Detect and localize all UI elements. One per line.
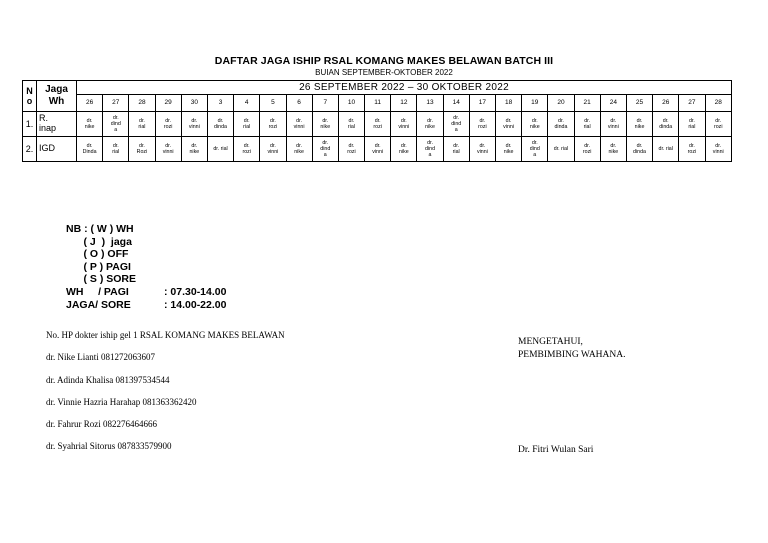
table-cell: dr. dinda (653, 112, 679, 137)
approval-block (518, 336, 626, 362)
table-cell: dr. rial (207, 137, 233, 162)
jaga-header: Jaga Wh (37, 81, 77, 112)
day-header: 29 (155, 95, 181, 112)
table-cell: dr. rozi (234, 137, 260, 162)
table-cell: dr. vinni (600, 112, 626, 137)
day-header: 21 (574, 95, 600, 112)
table-cell: dr. dinda (207, 112, 233, 137)
table-cell: dr. rial (103, 137, 129, 162)
approval-line-1: MENGETAHUI, (518, 337, 583, 347)
table-cell: dr. nike (496, 137, 522, 162)
duty-location: R. inap (37, 112, 77, 137)
duty-roster-table (22, 80, 732, 162)
table-cell: dr. nike (391, 137, 417, 162)
shift-label: WH / PAGI (66, 286, 129, 298)
table-cell: dr. nike (181, 137, 207, 162)
document-subtitle: BUIAN SEPTEMBER-OKTOBER 2022 (315, 68, 453, 77)
legend-line: ( P ) PAGI (66, 260, 131, 273)
legend-line: NB : ( W ) WH (66, 223, 134, 235)
table-cell: dr. rial (548, 137, 574, 162)
day-header: 4 (234, 95, 260, 112)
shift-time: : 07.30-14.00 (164, 286, 227, 298)
shift-hours (66, 286, 226, 311)
document-title: DAFTAR JAGA ISHIP RSAL KOMANG MAKES BELAWAN BATCH III (214, 55, 554, 67)
table-cell: dr. Rozi (129, 137, 155, 162)
day-header: 14 (443, 95, 469, 112)
table-cell: dr. rozi (365, 112, 391, 137)
contact-entry: dr. Fahrur Rozi 082276464666 (46, 419, 157, 430)
contact-entry: dr. Nike Lianti 081272063607 (46, 352, 155, 363)
table-cell: dr. vinni (496, 112, 522, 137)
legend-line: ( J ) jaga (66, 235, 132, 248)
shift-label: JAGA/ SORE (66, 298, 131, 311)
day-header: 6 (286, 95, 312, 112)
shift-hours-row (66, 286, 226, 299)
day-header: 18 (496, 95, 522, 112)
header-row-top (23, 81, 732, 95)
table-row (23, 112, 732, 137)
table-cell: dr. rial (338, 112, 364, 137)
table-cell: dr. rozi (679, 137, 705, 162)
day-header: 3 (207, 95, 233, 112)
table-cell: dr. nike (600, 137, 626, 162)
day-header: 19 (522, 95, 548, 112)
table-cell: dr. rozi (260, 112, 286, 137)
table-cell: dr. rial (653, 137, 679, 162)
table-cell: dr. rial (679, 112, 705, 137)
table-cell: dr. vinni (181, 112, 207, 137)
table-cell: dr. dinda (626, 137, 652, 162)
table-row (23, 137, 732, 162)
shift-hours-row (66, 299, 226, 312)
table-cell: dr. rozi (338, 137, 364, 162)
table-cell: dr. nike (77, 112, 103, 137)
day-header: 12 (391, 95, 417, 112)
table-cell: dr. rozi (155, 112, 181, 137)
day-header: 26 (653, 95, 679, 112)
day-header: 11 (365, 95, 391, 112)
day-header: 27 (103, 95, 129, 112)
table-cell: dr. dind a (103, 112, 129, 137)
table-cell: dr. vinni (391, 112, 417, 137)
day-header: 26 (77, 95, 103, 112)
no-header: N o (23, 81, 37, 112)
contact-entry: dr. Adinda Khalisa 081397534544 (46, 374, 170, 385)
day-header: 27 (679, 95, 705, 112)
table-cell: dr. vinni (286, 112, 312, 137)
day-header: 24 (600, 95, 626, 112)
day-header: 20 (548, 95, 574, 112)
legend-line: ( S ) SORE (66, 273, 137, 286)
day-header: 17 (469, 95, 495, 112)
table-cell: dr. rozi (469, 112, 495, 137)
row-number: 2. (23, 137, 37, 162)
table-cell: dr. rozi (705, 112, 732, 137)
table-cell: dr. rial (443, 137, 469, 162)
contact-list (46, 330, 285, 464)
duty-location: IGD (37, 137, 77, 162)
legend-notes (66, 223, 136, 286)
table-cell: dr. rial (574, 112, 600, 137)
table-cell: dr. vinni (260, 137, 286, 162)
legend-line: ( O ) OFF (66, 248, 129, 261)
table-cell: dr. nike (286, 137, 312, 162)
table-cell: dr. dind a (312, 137, 338, 162)
table-cell: dr. dind a (522, 137, 548, 162)
table-cell: dr. vinni (705, 137, 732, 162)
approval-line-2: PEMBIMBING WAHANA. (518, 350, 626, 360)
day-header: 28 (705, 95, 732, 112)
table-cell: dr. dinda (548, 112, 574, 137)
day-header: 25 (626, 95, 652, 112)
day-header: 10 (338, 95, 364, 112)
day-header: 7 (312, 95, 338, 112)
day-header: 5 (260, 95, 286, 112)
date-range-header: 26 SEPTEMBER 2022 – 30 OKTOBER 2022 (77, 81, 732, 95)
contact-heading: No. HP dokter iship gel 1 RSAL KOMANG MAKES BELAWAN (46, 330, 285, 340)
table-cell: dr. nike (626, 112, 652, 137)
table-cell: dr. dind a (443, 112, 469, 137)
table-cell: dr. dind a (417, 137, 443, 162)
table-cell: dr. rial (234, 112, 260, 137)
table-cell: dr. Dinda (77, 137, 103, 162)
day-header: 30 (181, 95, 207, 112)
table-cell: dr. nike (417, 112, 443, 137)
shift-time: : 14.00-22.00 (164, 298, 227, 311)
day-header: 13 (417, 95, 443, 112)
table-cell: dr. nike (522, 112, 548, 137)
table-cell: dr. vinni (155, 137, 181, 162)
days-header-row (23, 95, 732, 112)
day-header: 28 (129, 95, 155, 112)
table-cell: dr. rozi (574, 137, 600, 162)
table-cell: dr. rial (129, 112, 155, 137)
contact-entry: dr. Vinnie Hazria Harahap 081363362420 (46, 396, 197, 407)
table-cell: dr. vinni (469, 137, 495, 162)
table-cell: dr. vinni (365, 137, 391, 162)
contact-entry: dr. Syahrial Sitorus 087833579900 (46, 441, 172, 452)
table-cell: dr. nike (312, 112, 338, 137)
signer-name: Dr. Fitri Wulan Sari (518, 445, 594, 455)
row-number: 1. (23, 112, 37, 137)
